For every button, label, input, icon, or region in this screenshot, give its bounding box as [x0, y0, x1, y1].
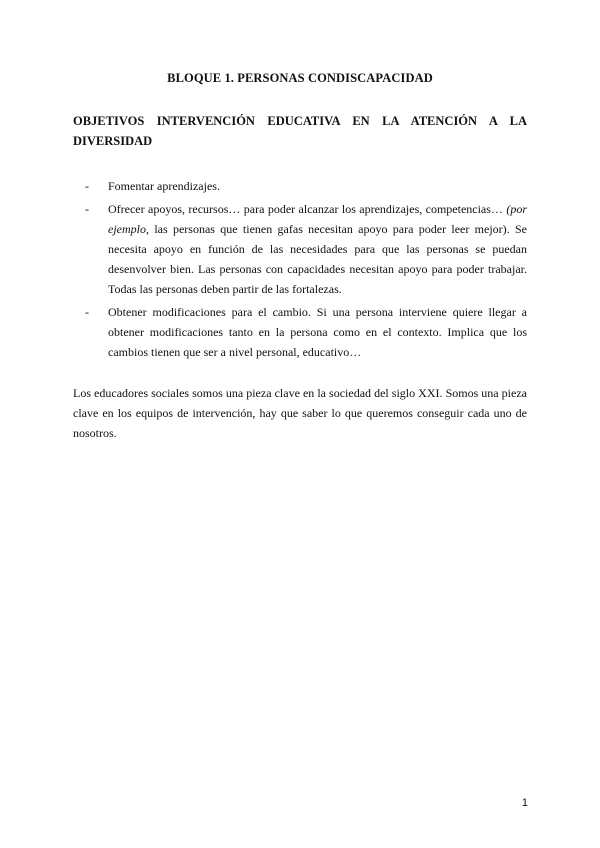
objectives-list: [85, 176, 527, 365]
list-item-text-continued: , las personas que tienen gafas necesitan apoyo para poder leer mejor). Se necesita apoyo en función de las necesidades para que las personas se puedan desenvolver bien. Las personas con capacidades necesitan apoyo para poder trabajar. Todas las personas deben partir de las fortalezas.: [108, 222, 527, 296]
list-item-italic-text: (por ejemplo: [108, 202, 527, 236]
list-item: [85, 302, 527, 362]
list-item: [85, 199, 527, 299]
bullet-dash: -: [85, 202, 89, 216]
list-item-text: Obtener modificaciones para el cambio. Si una persona interviene quiere llegar a obtener modificaciones tanto en la persona como en el contexto. Implica que los cambios tienen que ser a nivel personal, educativo…: [108, 305, 527, 359]
block-title: BLOQUE 1. PERSONAS CONDISCAPACIDAD: [167, 71, 433, 85]
list-item: [85, 176, 527, 196]
bullet-dash: -: [85, 305, 89, 319]
list-item-text: Ofrecer apoyos, recursos… para poder alcanzar los aprendizajes, competencias…: [108, 202, 507, 216]
list-item-text: Fomentar aprendizajes.: [108, 179, 220, 193]
section-title: OBJETIVOS INTERVENCIÓN EDUCATIVA EN LA ATENCIÓN A LA DIVERSIDAD: [73, 114, 527, 148]
body-paragraph: Los educadores sociales somos una pieza clave en la sociedad del siglo XXI. Somos una pieza clave en los equipos de intervención, hay que saber lo que queremos conseguir cada uno de nosotros.: [73, 386, 527, 440]
bullet-dash: -: [85, 179, 89, 193]
page-number: 1: [521, 797, 528, 809]
